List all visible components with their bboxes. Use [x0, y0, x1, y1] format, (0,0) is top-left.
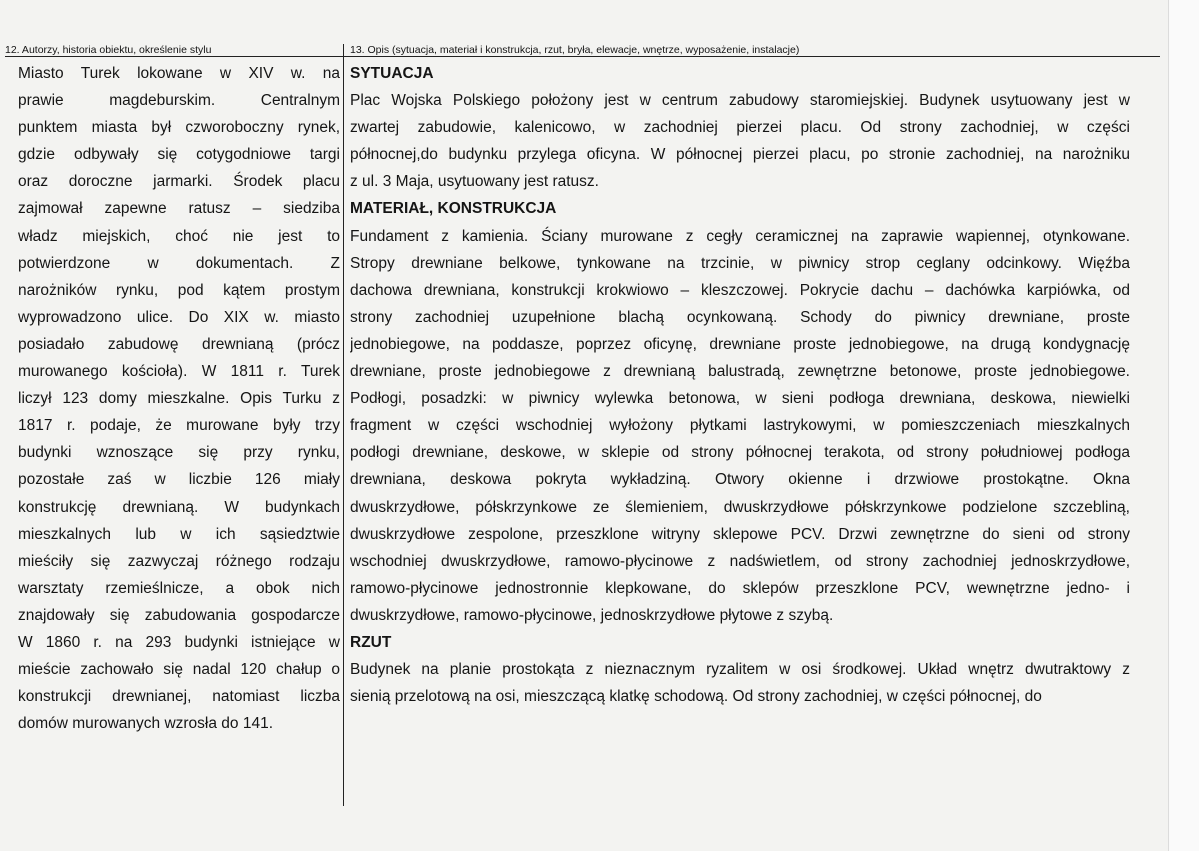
- description-line: Fundament z kamienia. Ściany murowane z cegły ceramicznej na zaprawie wapiennej, otynkowane.: [350, 227, 1130, 245]
- description-line: sienią przelotową na osi, mieszczącą klatkę schodową. Od strony zachodniej, w części północnej, do: [350, 688, 1042, 706]
- description-line: wschodniej dwuskrzydłowe, ramowo-płycinowe z nadświetlem, od strony zachodniej jednoskrzydłowe,: [350, 552, 1130, 570]
- description-line: podłogi drewniane, deskowe, w sklepie od strony północnej terakota, od strony południowej podłoga: [350, 444, 1130, 462]
- history-line: 1817 r. podaje, że murowane były trzy: [18, 417, 340, 435]
- history-line: zajmował zapewne ratusz – siedziba: [18, 200, 340, 218]
- history-line: konstrukcji drewnianej, natomiast liczba: [18, 688, 340, 706]
- history-line: mieście zachowało się nadal 120 chałup o: [18, 661, 340, 679]
- history-line: prawie magdeburskim. Centralnym: [18, 92, 340, 110]
- history-line: posiadało zabudowę drewnianą (prócz: [18, 335, 340, 353]
- history-line: potwierdzone w dokumentach. Z: [18, 254, 340, 272]
- description-line: strony zachodniej uzupełnione blachą ocynkowaną. Schody do piwnicy drewniane, proste: [350, 308, 1130, 326]
- history-line: domów murowanych wzrosła do 141.: [18, 715, 274, 733]
- description-column: [350, 60, 1130, 710]
- description-line: fragment w części wschodniej wyłożony płytkami lastrykowymi, w pomieszczeniach mieszkalnych: [350, 417, 1130, 435]
- description-line: drewniana, deskowa pokryta wykładziną. Otwory okienne i drzwiowe prostokątne. Okna: [350, 471, 1130, 489]
- heading-rzut: RZUT: [350, 633, 392, 651]
- description-line: dwuskrzydłowe, półskrzynkowe ze ślemieniem, dwuskrzydłowe półskrzynkowe podzielone szczebliną,: [350, 498, 1130, 516]
- description-line: z ul. 3 Maja, usytuowany jest ratusz.: [350, 173, 599, 191]
- section-13-header: 13. Opis (sytuacja, materiał i konstrukcja, rzut, bryła, elewacje, wnętrze, wyposażenie, instalacje): [350, 44, 800, 56]
- history-line: władz miejskich, choć nie jest to: [18, 227, 340, 245]
- page-edge: [1168, 0, 1199, 851]
- description-line: jednobiegowe, na poddasze, poprzez oficynę, drewniane proste jednobiegowe, na drugą kondygnację: [350, 335, 1130, 353]
- history-line: gdzie odbywały się cotygodniowe targi: [18, 146, 340, 164]
- description-line: Stropy drewniane belkowe, tynkowane na trzcinie, w piwnicy strop ceglany odcinkowy. Więźba: [350, 254, 1130, 272]
- history-line: mieściły się zazwyczaj różnego rodzaju: [18, 552, 340, 570]
- description-line: północnej,do budynku przylega oficyna. W północnej pierzei placu, po stronie zachodniej, na narożniku: [350, 146, 1130, 164]
- history-line: konstrukcję drewnianą. W budynkach: [18, 498, 340, 516]
- description-line: dwuskrzydłowe zespolone, przeszklone witryny sklepowe PCV. Drzwi zewnętrzne do sieni od strony: [350, 525, 1130, 543]
- history-column: [18, 60, 340, 737]
- description-line: Podłogi, posadzki: w piwnicy wylewka betonowa, w sieni podłoga drewniana, deskowa, niewielki: [350, 390, 1130, 408]
- history-line: budynki wznoszące się przy rynku,: [18, 444, 340, 462]
- history-line: wyprowadzono ulice. Do XIX w. miasto: [18, 308, 340, 326]
- history-line: mieszkalnych lub w ich sąsiedztwie: [18, 525, 340, 543]
- description-line: Budynek na planie prostokąta z nieznacznym ryzalitem w osi środkowej. Układ wnętrz dwutraktowy z: [350, 661, 1130, 679]
- history-line: oraz doroczne jarmarki. Środek placu: [18, 173, 340, 191]
- column-divider: [343, 44, 344, 806]
- section-12-header: 12. Autorzy, historia obiektu, określenie stylu: [5, 44, 212, 56]
- history-line: punktem miasta był czworoboczny rynek,: [18, 119, 340, 137]
- description-line: Plac Wojska Polskiego położony jest w centrum zabudowy staromiejskiej. Budynek usytuowany jest w: [350, 92, 1130, 110]
- description-line: dwuskrzydłowe, ramowo-płycinowe, jednoskrzydłowe płytowe z szybą.: [350, 606, 834, 624]
- history-line: narożników rynku, pod kątem prostym: [18, 281, 340, 299]
- history-line: warsztaty rzemieślnicze, a obok nich: [18, 579, 340, 597]
- history-line: Miasto Turek lokowane w XIV w. na: [18, 65, 340, 82]
- history-line: liczył 123 domy mieszkalne. Opis Turku z: [18, 390, 340, 408]
- description-line: dachowa drewniana, konstrukcji krokwiowo – kleszczowej. Pokrycie dachu – dachówka karpiówka, od: [350, 281, 1130, 299]
- heading-sytuacja: SYTUACJA: [350, 65, 434, 82]
- description-line: drewniane, proste jednobiegowe z drewnianą balustradą, zewnętrzne betonowe, proste jednobiegowe.: [350, 363, 1130, 381]
- history-line: W 1860 r. na 293 budynki istniejące w: [18, 633, 340, 651]
- history-line: murowanego kościoła). W 1811 r. Turek: [18, 363, 340, 381]
- description-line: ramowo-płycinowe jednostronnie klepkowane, do sklepów przeszklone PCV, wewnętrzne jedno- i: [350, 579, 1130, 597]
- heading-material-konstrukcja: MATERIAŁ, KONSTRUKCJA: [350, 200, 557, 218]
- description-line: zwartej zabudowie, kalenicowo, w zachodniej pierzei placu. Od strony zachodniej, w części: [350, 119, 1130, 137]
- history-line: znajdowały się zabudowania gospodarcze: [18, 606, 340, 624]
- history-line: pozostałe zaś w liczbie 126 miały: [18, 471, 340, 489]
- header-divider: [5, 56, 1160, 57]
